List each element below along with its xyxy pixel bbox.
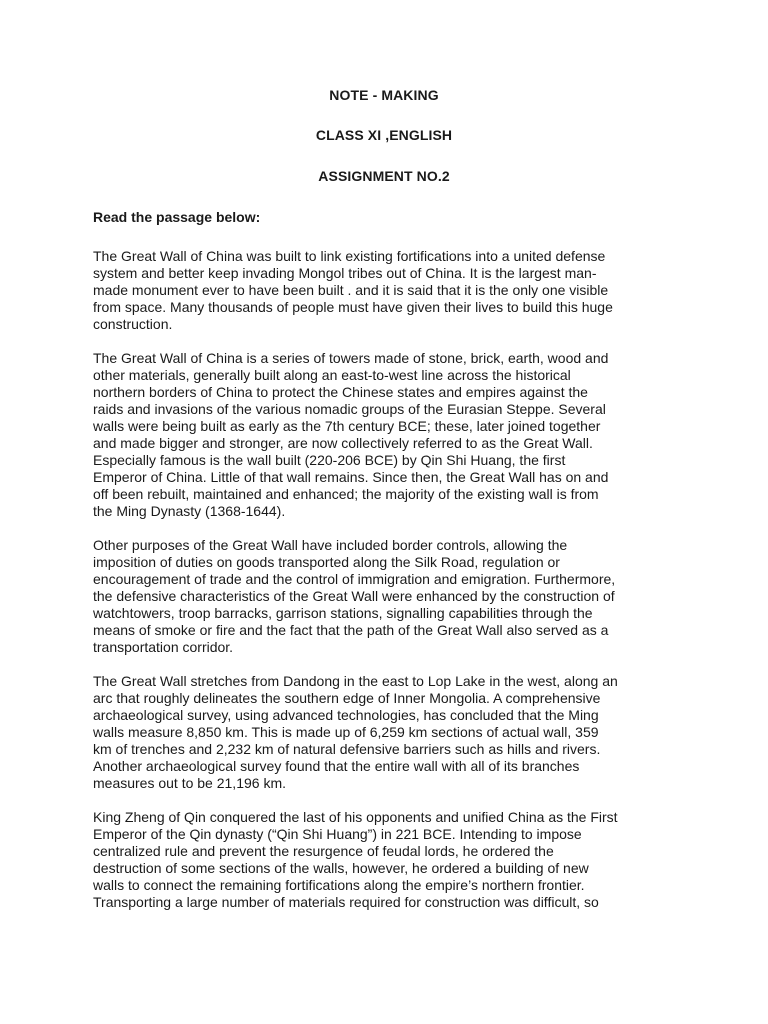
text-line: other materials, generally built along an east-to-west line across the historical: [93, 367, 571, 383]
text-line: King Zheng of Qin conquered the last of his opponents and unified China as the First: [93, 809, 618, 825]
instruction: Read the passage below:: [93, 209, 261, 225]
text-line: The Great Wall stretches from Dandong in the east to Lop Lake in the west, along an: [93, 673, 618, 689]
text-line: the Ming Dynasty (1368-1644).: [93, 503, 286, 519]
text-line: system and better keep invading Mongol tribes out of China. It is the largest man-: [93, 265, 597, 281]
text-line: from space. Many thousands of people must have given their lives to build this huge: [93, 299, 613, 315]
text-line: raids and invasions of the various nomadic groups of the Eurasian Steppe. Several: [93, 401, 606, 417]
text-line: Emperor of the Qin dynasty (“Qin Shi Huang”) in 221 BCE. Intending to impose: [93, 826, 582, 842]
text-line: made monument ever to have been built . and it is said that it is the only one visible: [93, 282, 609, 298]
text-line: measures out to be 21,196 km.: [93, 775, 286, 791]
text-line: Other purposes of the Great Wall have included border controls, allowing the: [93, 537, 568, 553]
text-line: Transporting a large number of materials required for construction was difficult, so: [93, 894, 599, 910]
text-line: The Great Wall of China is a series of towers made of stone, brick, earth, wood and: [93, 350, 609, 366]
text-line: off been rebuilt, maintained and enhanced; the majority of the existing wall is from: [93, 486, 599, 502]
text-line: watchtowers, troop barracks, garrison stations, signalling capabilities through the: [93, 605, 593, 621]
text-line: encouragement of trade and the control of immigration and emigration. Furthermore,: [93, 571, 616, 587]
paragraph-5: [93, 809, 693, 911]
text-line: means of smoke or fire and the fact that the path of the Great Wall also served as a: [93, 622, 609, 638]
text-line: centralized rule and prevent the resurgence of feudal lords, he ordered the: [93, 843, 554, 859]
text-line: northern borders of China to protect the Chinese states and empires against the: [93, 384, 588, 400]
paragraph-4: [93, 673, 693, 792]
paragraph-3: [93, 537, 693, 656]
text-line: Another archaeological survey found that the entire wall with all of its branches: [93, 758, 580, 774]
passage: [93, 248, 693, 928]
paragraph-2: [93, 350, 693, 520]
text-line: destruction of some sections of the walls, however, he ordered a building of new: [93, 860, 589, 876]
text-line: arc that roughly delineates the southern edge of Inner Mongolia. A comprehensive: [93, 690, 601, 706]
text-line: construction.: [93, 316, 173, 332]
text-line: archaeological survey, using advanced technologies, has concluded that the Ming: [93, 707, 599, 723]
document-title: NOTE - MAKING: [329, 87, 439, 103]
text-line: walls measure 8,850 km. This is made up of 6,259 km sections of actual wall, 359: [93, 724, 599, 740]
text-line: Especially famous is the wall built (220-206 BCE) by Qin Shi Huang, the first: [93, 452, 566, 468]
text-line: the defensive characteristics of the Great Wall were enhanced by the construction of: [93, 588, 615, 604]
text-line: and made bigger and stronger, are now collectively referred to as the Great Wall.: [93, 435, 593, 451]
text-line: imposition of duties on goods transported along the Silk Road, regulation or: [93, 554, 560, 570]
text-line: Emperor of China. Little of that wall remains. Since then, the Great Wall has on and: [93, 469, 609, 485]
text-line: walls to connect the remaining fortifications along the empire’s northern frontier.: [93, 877, 585, 893]
text-line: walls were being built as early as the 7th century BCE; these, later joined together: [93, 418, 601, 434]
text-line: km of trenches and 2,232 km of natural defensive barriers such as hills and rivers.: [93, 741, 601, 757]
assignment-number: ASSIGNMENT NO.2: [318, 168, 450, 184]
class-line: CLASS XI ,ENGLISH: [315, 127, 453, 143]
paragraph-1: [93, 248, 693, 333]
text-line: The Great Wall of China was built to link existing fortifications into a united defense: [93, 248, 606, 264]
text-line: transportation corridor.: [93, 639, 234, 655]
